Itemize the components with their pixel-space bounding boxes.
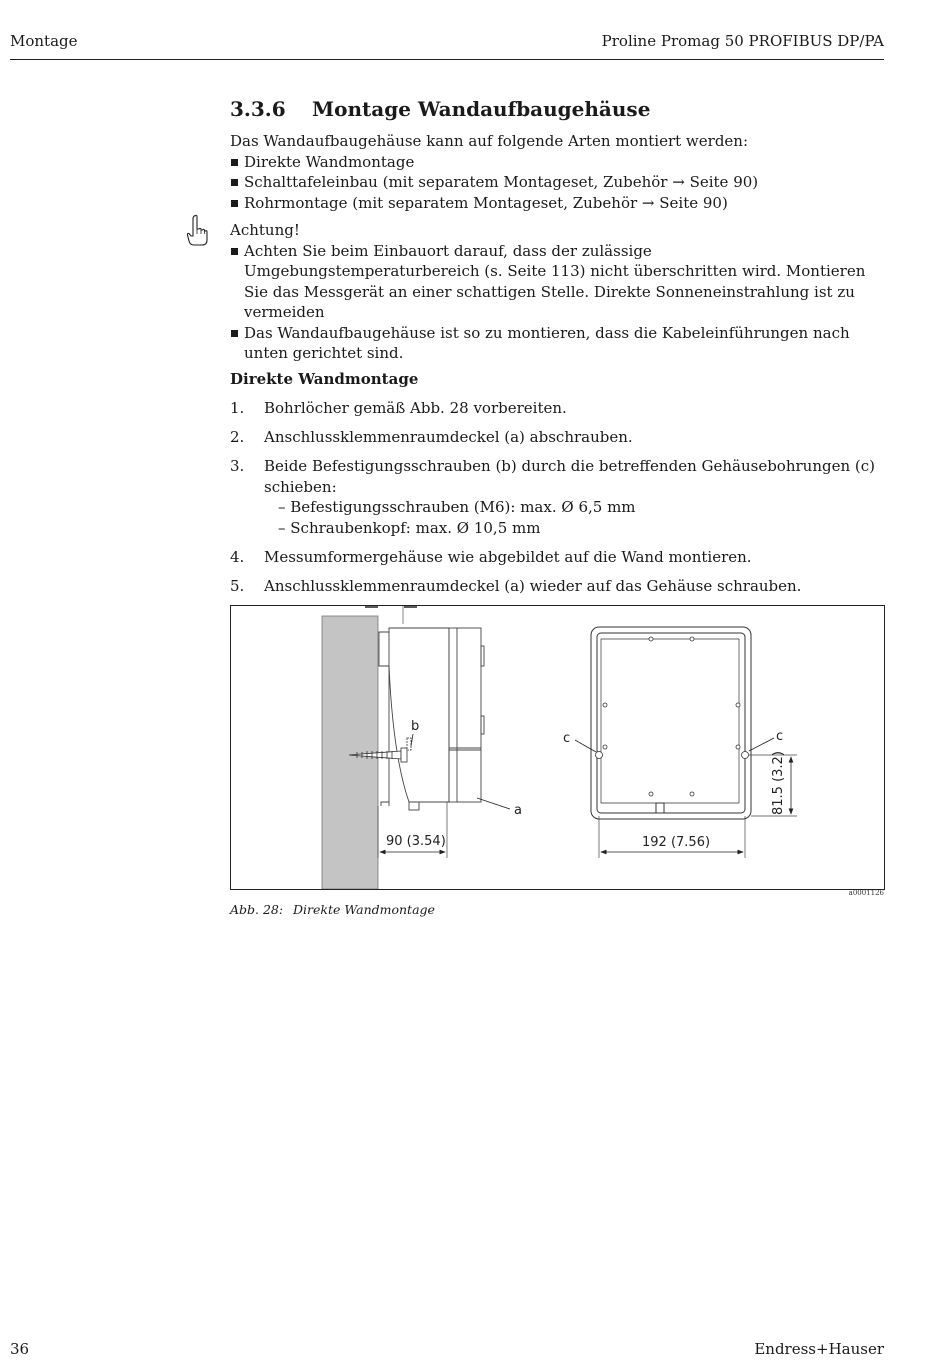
step-number: 4. — [230, 547, 245, 566]
intro-bullet-item: Direkte Wandmontage — [230, 152, 890, 173]
step-text: Anschlussklemmenraumdeckel (a) abschrauben. — [264, 428, 633, 446]
step-number: 3. — [230, 457, 245, 475]
step-text: Bohrlöcher gemäß Abb. 28 vorbereiten. — [264, 399, 567, 417]
step-item — [230, 427, 890, 448]
caution-block — [230, 220, 890, 364]
step-number: 5. — [230, 576, 245, 595]
wall-section — [322, 616, 378, 889]
figure-caption — [230, 902, 435, 917]
intro-text: Das Wandaufbaugehäuse kann auf folgende Arten montiert werden: — [230, 132, 749, 150]
mounting-figure — [230, 605, 885, 890]
label-a: a — [514, 803, 522, 818]
intro-bullet-item: Schalttafeleinbau (mit separatem Montageset, Zubehör → Seite 90) — [230, 172, 890, 193]
dim-width-label: 192 (7.56) — [642, 835, 711, 850]
dim-depth-label: 90 (3.54) — [386, 834, 446, 849]
footer-brand: Endress+Hauser — [754, 1340, 884, 1358]
label-b: b — [411, 719, 420, 734]
front-holes — [596, 637, 749, 796]
caution-title: Achtung! — [230, 221, 300, 239]
intro-block — [230, 131, 890, 213]
section-heading — [230, 97, 650, 121]
step-item — [230, 456, 890, 538]
step-body — [264, 456, 890, 538]
section-title: Montage Wandaufbaugehäuse — [312, 97, 651, 121]
step-item — [230, 576, 890, 597]
label-c-right: c — [776, 729, 784, 744]
step-item — [230, 547, 890, 568]
pointing-hand-icon — [186, 214, 208, 250]
intro-bullet-item: Rohrmontage (mit separatem Montageset, Zubehör → Seite 90) — [230, 193, 890, 214]
caption-text: Direkte Wandmontage — [293, 902, 435, 917]
header-divider — [10, 59, 884, 60]
housing-front-view — [591, 627, 751, 819]
caution-bullet-item: Das Wandaufbaugehäuse ist so zu montieren, dass die Kabeleinführungen nach unten gerichtet sind. — [230, 323, 890, 364]
housing-side-view — [379, 628, 484, 810]
dim-height-label: 81.5 (3.2) — [771, 751, 786, 815]
page-number: 36 — [10, 1340, 30, 1358]
section-number: 3.3.6 — [230, 97, 286, 121]
step-subitem: – Befestigungsschrauben (M6): max. Ø 6,5 mm — [278, 498, 636, 516]
subsection-heading: Direkte Wandmontage — [230, 370, 419, 388]
header-section-title: Montage — [10, 32, 78, 50]
steps-list — [230, 398, 890, 605]
step-number: 1. — [230, 399, 245, 417]
step-number: 2. — [230, 428, 245, 446]
step-item — [230, 398, 890, 419]
header-product-name: Proline Promag 50 PROFIBUS DP/PA — [601, 32, 884, 50]
mounting-drawing — [231, 606, 884, 889]
label-c-left: c — [563, 731, 571, 746]
step-text: Messumformergehäuse wie abgebildet auf die Wand montieren. — [264, 547, 752, 566]
step-text: Anschlussklemmenraumdeckel (a) wieder auf das Gehäuse schrauben. — [264, 576, 802, 595]
figure-id: a0001126 — [848, 889, 884, 897]
step-text: Beide Befestigungsschrauben (b) durch die betreffenden Gehäusebohrungen (c) schieben: — [264, 457, 875, 496]
caption-label: Abb. 28: — [230, 902, 284, 917]
caution-bullet-item: Achten Sie beim Einbauort darauf, dass der zulässige Umgebungstemperaturbereich (s. Seite 113) nicht überschritten wird. Montieren Sie das Messgerät an einer schattigen Stelle. Direkte Sonneneinstrahlung ist zu vermeiden — [230, 241, 890, 323]
step-subitem: – Schraubenkopf: max. Ø 10,5 mm — [278, 518, 541, 537]
